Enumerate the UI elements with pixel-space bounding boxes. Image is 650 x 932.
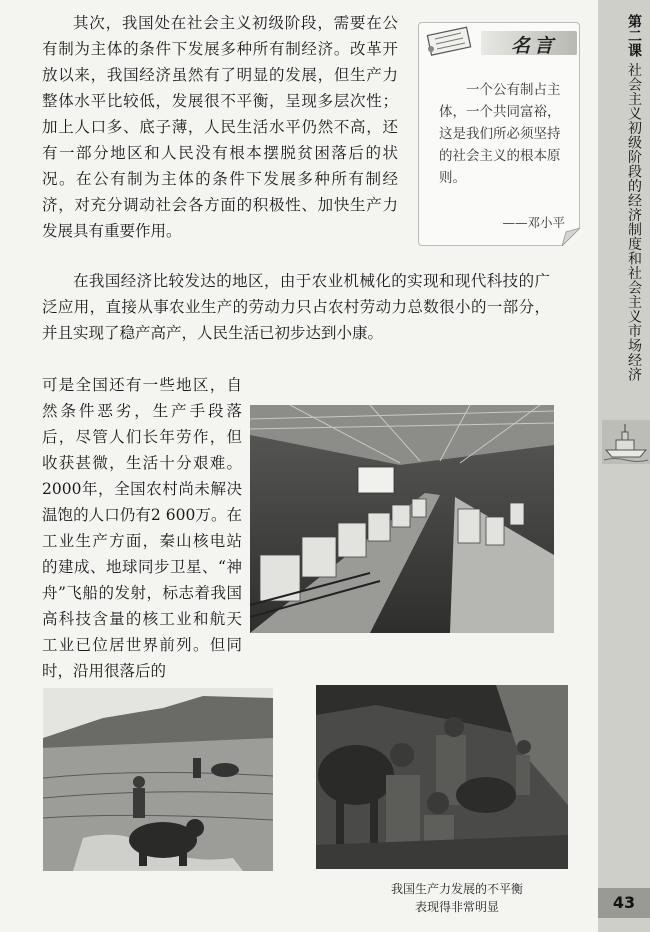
paragraph-developed-regions: 在我国经济比较发达的地区，由于农业机械化的实现和现代科技的广泛应用，直接从事农业生产的劳动力只占农村劳动力总数很小的一部分，并且实现了稳产高产，人民生活已初步达到小康。 xyxy=(42,272,550,342)
chapter-title-vertical xyxy=(604,14,644,381)
miners-with-mules-photo xyxy=(316,685,568,869)
lesson-title: 社会主义初级阶段的经济制度和社会主义市场经济 xyxy=(626,62,642,382)
paragraph-primary-stage: 其次，我国处在社会主义初级阶段，需要在公有制为主体的条件下发展多种所有制经济。改革开放以来，我国经济虽然有了明显的发展，但生产力整体水平比较低，发展很不平衡，呈现多层次性；加上人口多、底子薄，人民生活水平仍然不高，还有一部分地区和人民没有根本摆脱贫困落后的状况。在公有制为主体的条件下发展多种所有制经济，对充分调动社会各方面的积极性、加快生产力发展具有重要作用。 xyxy=(42,14,398,240)
caption-line-2: 表现得非常明显 xyxy=(414,900,499,914)
famous-quote-box xyxy=(418,22,580,246)
paragraph-underdeveloped-regions: 可是全国还有一些地区，自然条件恶劣，生产手段落后，尽管人们长年劳作，但收获甚微，生活十分艰难。2000年，全国农村尚未解决温饱的人口仍有2 600万。在工业生产方面，秦山核电站的建成、地球同步卫星、“神舟”飞船的发射，标志着我国高科技含量的核工业和航天工业已位居世界前列。但同时，沿用很落后的 xyxy=(42,376,242,680)
farmers-ploughing-photo xyxy=(43,688,273,871)
lesson-number: 第二课 xyxy=(626,14,642,58)
factory-assembly-line-photo xyxy=(250,405,554,633)
page-number: 43 xyxy=(598,888,650,918)
quote-text: 一个公有制占主体，一个共同富裕，这是我们所必须坚持的社会主义的根本原则。 xyxy=(439,82,561,186)
page-curl-icon xyxy=(562,228,580,246)
quote-header xyxy=(419,23,579,61)
scroll-icon xyxy=(425,25,475,57)
photo-caption xyxy=(372,880,542,916)
caption-line-1: 我国生产力发展的不平衡 xyxy=(390,882,523,896)
quote-author: ——邓小平 xyxy=(502,215,565,230)
ship-icon xyxy=(602,420,650,464)
quote-title: 名言 xyxy=(511,35,558,57)
